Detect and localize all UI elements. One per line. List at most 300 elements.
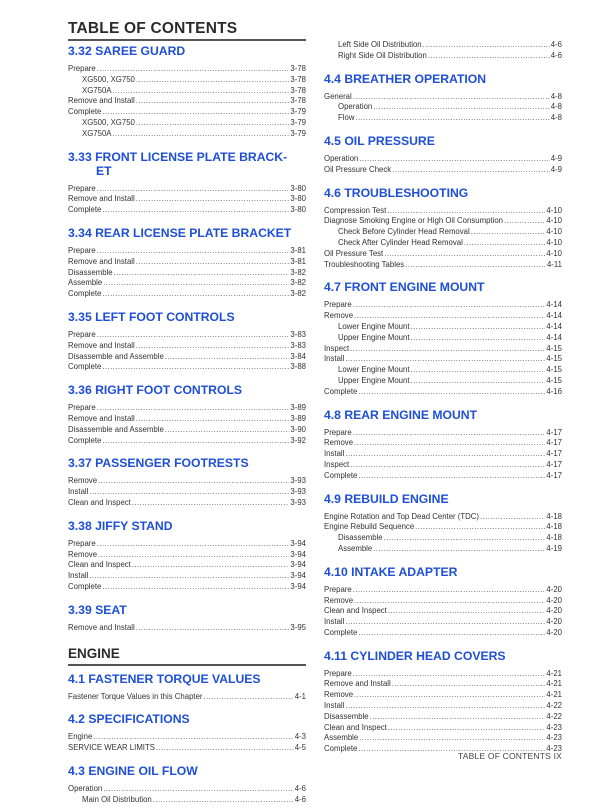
entry-title: Disassemble and Assemble xyxy=(68,351,164,361)
toc-entry[interactable] xyxy=(324,679,562,690)
dot-leader xyxy=(350,344,545,355)
entry-title: Prepare xyxy=(324,427,352,437)
entry-title: Remove xyxy=(324,690,354,700)
toc-entry[interactable] xyxy=(324,460,562,471)
entry-page-number: 3-89 xyxy=(290,413,306,423)
entry-page-number: 4-8 xyxy=(550,113,562,123)
entry-title: Prepare xyxy=(324,300,352,310)
entry-page-number: 3-94 xyxy=(290,549,306,559)
section-heading[interactable]: 3.39 SEAT xyxy=(68,602,127,617)
toc-entry[interactable] xyxy=(68,86,306,97)
dot-leader xyxy=(373,544,545,555)
dot-leader xyxy=(353,669,546,680)
toc-section xyxy=(68,452,306,514)
dot-leader xyxy=(102,289,289,300)
toc-entry[interactable] xyxy=(68,352,306,363)
toc-entry[interactable] xyxy=(324,387,562,398)
entry-page-number: 4-9 xyxy=(550,164,562,174)
toc-entry[interactable] xyxy=(68,732,306,743)
entry-title: Remove and Install xyxy=(68,194,135,204)
toc-entry[interactable] xyxy=(68,75,306,86)
section-heading[interactable]: 4.1 FASTENER TORQUE VALUES xyxy=(68,671,261,686)
dot-leader xyxy=(358,471,545,482)
toc-entry[interactable] xyxy=(324,723,562,734)
toc-entry[interactable] xyxy=(68,436,306,447)
entry-title: Assemble xyxy=(68,278,103,288)
toc-entry[interactable] xyxy=(324,669,562,680)
dot-leader xyxy=(93,732,293,743)
entry-page-number: 4-17 xyxy=(546,449,562,459)
entry-page-number: 4-21 xyxy=(546,690,562,700)
toc-section xyxy=(68,708,306,760)
toc-entry[interactable] xyxy=(324,428,562,439)
toc-entry[interactable] xyxy=(324,690,562,701)
entry-title: Disassemble xyxy=(68,267,113,277)
entry-page-number: 4-17 xyxy=(546,470,562,480)
toc-section xyxy=(324,182,562,277)
toc-section xyxy=(324,40,562,68)
entry-page-number: 4-21 xyxy=(546,668,562,678)
section-heading[interactable]: 3.38 JIFFY STAND xyxy=(68,518,173,533)
toc-entry[interactable] xyxy=(68,118,306,129)
entry-page-number: 4-23 xyxy=(546,722,562,732)
toc-entry[interactable] xyxy=(68,498,306,509)
entry-title: Install xyxy=(324,449,345,459)
toc-entry[interactable] xyxy=(324,701,562,712)
entry-page-number: 3-92 xyxy=(290,435,306,445)
toc-entry[interactable] xyxy=(68,476,306,487)
entry-title: Install xyxy=(324,354,345,364)
section-heading[interactable]: 3.32 SAREE GUARD xyxy=(68,44,186,58)
entry-title: Upper Engine Mount xyxy=(338,332,410,342)
section-heading[interactable]: 4.10 INTAKE ADAPTER xyxy=(324,564,458,579)
toc-entry[interactable] xyxy=(324,438,562,449)
entry-page-number: 3-82 xyxy=(290,278,306,288)
dot-leader xyxy=(97,330,290,341)
entry-title: Check Before Cylinder Head Removal xyxy=(338,227,470,237)
dot-leader xyxy=(464,238,546,249)
dot-leader xyxy=(480,512,545,523)
toc-entry[interactable] xyxy=(68,795,306,806)
dot-leader xyxy=(136,257,290,268)
section-heading[interactable]: 4.11 CYLINDER HEAD COVERS xyxy=(324,648,506,663)
entry-title: Complete xyxy=(68,435,102,445)
toc-entry[interactable] xyxy=(68,571,306,582)
dot-leader xyxy=(359,154,549,165)
toc-entry[interactable] xyxy=(68,289,306,300)
entry-title: Operation xyxy=(338,102,373,112)
toc-section xyxy=(68,40,306,146)
dot-leader xyxy=(353,585,546,596)
dot-leader xyxy=(350,460,545,471)
entry-title: Remove and Install xyxy=(68,622,135,632)
section-heading[interactable]: 4.2 SPECIFICATIONS xyxy=(68,712,190,727)
entry-title: Remove xyxy=(324,311,354,321)
entry-title: Troubleshooting Tables xyxy=(324,259,405,269)
entry-page-number: 4-20 xyxy=(546,606,562,616)
dot-leader xyxy=(89,571,289,582)
toc-entry[interactable] xyxy=(324,216,562,227)
entry-title: Disassemble and Assemble xyxy=(68,424,164,434)
entry-title: Complete xyxy=(324,470,358,480)
dot-leader xyxy=(392,679,546,690)
toc-entry[interactable] xyxy=(324,471,562,482)
entry-page-number: 4-14 xyxy=(546,332,562,342)
entry-title: Diagnose Smoking Engine or High Oil Consumption xyxy=(324,216,503,226)
toc-entry[interactable] xyxy=(324,113,562,124)
dot-leader xyxy=(98,476,289,487)
entry-title: Complete xyxy=(68,362,102,372)
entry-page-number: 3-95 xyxy=(290,622,306,632)
toc-entry[interactable] xyxy=(68,362,306,373)
entry-title: Engine xyxy=(68,732,93,742)
toc-entry[interactable] xyxy=(324,40,562,51)
toc-entry[interactable] xyxy=(68,550,306,561)
entry-title: Prepare xyxy=(68,245,96,255)
entry-page-number: 3-82 xyxy=(290,267,306,277)
toc-entry[interactable] xyxy=(68,257,306,268)
entry-page-number: 4-6 xyxy=(294,794,306,804)
entry-page-number: 4-19 xyxy=(546,543,562,553)
entry-page-number: 3-84 xyxy=(290,351,306,361)
toc-section xyxy=(324,645,562,761)
toc-section xyxy=(68,306,306,379)
dot-leader xyxy=(204,692,294,703)
section-heading[interactable]: 3.34 REAR LICENSE PLATE BRACKET xyxy=(68,225,292,240)
toc-entry[interactable] xyxy=(324,522,562,533)
toc-entry[interactable] xyxy=(324,311,562,322)
section-heading[interactable]: 3.37 PASSENGER FOOTRESTS xyxy=(68,456,249,471)
toc-entry[interactable] xyxy=(324,102,562,113)
toc-entry[interactable] xyxy=(324,92,562,103)
toc-entry[interactable] xyxy=(68,743,306,754)
dot-leader xyxy=(97,64,290,75)
entry-page-number: 3-94 xyxy=(290,581,306,591)
section-heading[interactable]: 4.8 REAR ENGINE MOUNT xyxy=(324,407,478,422)
toc-entry[interactable] xyxy=(324,617,562,628)
dot-leader xyxy=(388,723,546,734)
toc-entry[interactable] xyxy=(68,539,306,550)
toc-entry[interactable] xyxy=(68,194,306,205)
entry-title: XG750A xyxy=(82,128,112,138)
entry-title: Remove and Install xyxy=(68,340,135,350)
entry-title: Assemble xyxy=(338,543,373,553)
toc-entry[interactable] xyxy=(324,354,562,365)
entry-page-number: 3-83 xyxy=(290,329,306,339)
entry-title: Main Oil Distribution xyxy=(82,794,152,804)
toc-entry[interactable] xyxy=(68,582,306,593)
dot-leader xyxy=(345,449,545,460)
dot-leader xyxy=(89,487,289,498)
toc-entry[interactable] xyxy=(324,512,562,523)
entry-page-number: 3-89 xyxy=(290,403,306,413)
toc-entry[interactable] xyxy=(324,249,562,260)
entry-page-number: 4-10 xyxy=(546,237,562,247)
toc-entry[interactable] xyxy=(68,246,306,257)
toc-entry[interactable] xyxy=(68,403,306,414)
entry-title: Clean and Inspect xyxy=(68,497,131,507)
toc-entry[interactable] xyxy=(68,96,306,107)
entry-title: SERVICE WEAR LIMITS xyxy=(68,743,155,753)
toc-entry[interactable] xyxy=(324,322,562,333)
entry-page-number: 3-94 xyxy=(290,571,306,581)
toc-entry[interactable] xyxy=(68,129,306,140)
section-heading[interactable]: 3.35 LEFT FOOT CONTROLS xyxy=(68,309,235,324)
toc-entry[interactable] xyxy=(68,425,306,436)
entry-title: Engine Rebuild Sequence xyxy=(324,522,415,532)
toc-section xyxy=(324,488,562,561)
entry-page-number: 4-18 xyxy=(546,522,562,532)
entry-page-number: 4-15 xyxy=(546,365,562,375)
entry-title: Install xyxy=(324,701,345,711)
entry-page-number: 4-3 xyxy=(294,732,306,742)
toc-section xyxy=(324,404,562,488)
toc-entry[interactable] xyxy=(68,487,306,498)
entry-page-number: 3-78 xyxy=(290,85,306,95)
dot-leader xyxy=(103,278,289,289)
dot-leader xyxy=(358,387,545,398)
dot-leader xyxy=(97,184,290,195)
dot-leader xyxy=(387,206,545,217)
entry-title: Prepare xyxy=(68,538,96,548)
dot-leader xyxy=(359,733,545,744)
entry-title: Lower Engine Mount xyxy=(338,365,410,375)
dot-leader xyxy=(354,311,545,322)
entry-title: Check After Cylinder Head Removal xyxy=(338,237,463,247)
entry-page-number: 3-81 xyxy=(290,245,306,255)
toc-entry[interactable] xyxy=(68,692,306,703)
dot-leader xyxy=(97,403,290,414)
toc-entry[interactable] xyxy=(68,784,306,795)
entry-page-number: 3-94 xyxy=(290,538,306,548)
dot-leader xyxy=(103,784,293,795)
toc-entry[interactable] xyxy=(324,733,562,744)
entry-title: Complete xyxy=(68,581,102,591)
entry-title: Clean and Inspect xyxy=(68,560,131,570)
entry-title: Remove xyxy=(324,595,354,605)
dot-leader xyxy=(112,129,289,140)
toc-entry[interactable] xyxy=(68,64,306,75)
toc-entry[interactable] xyxy=(324,585,562,596)
entry-title: Engine Rotation and Top Dead Center (TDC) xyxy=(324,511,480,521)
section-heading[interactable]: 4.3 ENGINE OIL FLOW xyxy=(68,763,198,778)
entry-page-number: 3-93 xyxy=(290,497,306,507)
toc-entry[interactable] xyxy=(324,449,562,460)
toc-entry[interactable] xyxy=(324,606,562,617)
entry-title: Remove xyxy=(324,438,354,448)
entry-title: Assemble xyxy=(324,733,359,743)
toc-section xyxy=(68,379,306,452)
entry-title: Complete xyxy=(324,386,358,396)
entry-page-number: 4-23 xyxy=(546,733,562,743)
dot-leader xyxy=(102,582,289,593)
entry-page-number: 3-83 xyxy=(290,340,306,350)
entry-title: Right Side Oil Distribution xyxy=(338,50,427,60)
dot-leader xyxy=(370,712,546,723)
entry-title: Flow xyxy=(338,113,355,123)
entry-title: Remove xyxy=(68,476,98,486)
toc-section xyxy=(68,599,306,640)
entry-title: Oil Pressure Test xyxy=(324,248,384,258)
entry-page-number: 3-78 xyxy=(290,96,306,106)
dot-leader xyxy=(388,606,546,617)
entry-page-number: 3-79 xyxy=(290,107,306,117)
entry-page-number: 4-16 xyxy=(546,386,562,396)
entry-title: XG500, XG750 xyxy=(82,74,135,84)
chapter-block xyxy=(68,640,306,666)
entry-title: Clean and Inspect xyxy=(324,722,387,732)
toc-entry[interactable] xyxy=(68,184,306,195)
entry-title: XG750A xyxy=(82,85,112,95)
dot-leader xyxy=(355,113,549,124)
entry-title: General xyxy=(324,91,352,101)
toc-entry[interactable] xyxy=(68,414,306,425)
toc-entry[interactable] xyxy=(324,154,562,165)
toc-left-column xyxy=(68,40,306,811)
toc-entry[interactable] xyxy=(68,107,306,118)
entry-page-number: 3-80 xyxy=(290,183,306,193)
toc-entry[interactable] xyxy=(324,344,562,355)
entry-title: Install xyxy=(68,487,89,497)
entry-title: Prepare xyxy=(68,64,96,73)
entry-page-number: 4-17 xyxy=(546,438,562,448)
dot-leader xyxy=(415,522,545,533)
toc-section xyxy=(324,130,562,182)
entry-page-number: 4-18 xyxy=(546,511,562,521)
toc-entry[interactable] xyxy=(68,341,306,352)
dot-leader xyxy=(411,365,546,376)
toc-entry[interactable] xyxy=(324,544,562,555)
dot-leader xyxy=(165,425,290,436)
dot-leader xyxy=(136,414,290,425)
entry-page-number: 3-94 xyxy=(290,560,306,570)
toc-section xyxy=(324,276,562,403)
dot-leader xyxy=(411,376,546,387)
toc-entry[interactable] xyxy=(68,560,306,571)
dot-leader xyxy=(102,362,289,373)
dot-leader xyxy=(97,539,290,550)
toc-section xyxy=(68,668,306,709)
entry-title: Left Side Oil Distribution xyxy=(338,40,422,49)
toc-entry[interactable] xyxy=(68,330,306,341)
entry-page-number: 3-81 xyxy=(290,256,306,266)
entry-page-number: 4-20 xyxy=(546,595,562,605)
dot-leader xyxy=(98,550,289,561)
entry-page-number: 3-90 xyxy=(290,424,306,434)
entry-page-number: 4-6 xyxy=(550,40,562,49)
entry-title: Prepare xyxy=(68,403,96,413)
dot-leader xyxy=(132,498,290,509)
dot-leader xyxy=(136,623,290,634)
entry-page-number: 4-8 xyxy=(550,91,562,101)
entry-page-number: 4-5 xyxy=(294,743,306,753)
toc-entry[interactable] xyxy=(324,206,562,217)
entry-page-number: 3-80 xyxy=(290,205,306,215)
toc-entry[interactable] xyxy=(324,165,562,176)
entry-title: Remove and Install xyxy=(68,96,135,106)
dot-leader xyxy=(112,86,289,97)
dot-leader xyxy=(471,227,546,238)
toc-entry[interactable] xyxy=(324,300,562,311)
dot-leader xyxy=(136,118,290,129)
toc-section xyxy=(68,222,306,306)
entry-page-number: 4-14 xyxy=(546,311,562,321)
section-heading[interactable]: 3.36 RIGHT FOOT CONTROLS xyxy=(68,383,243,398)
toc-entry[interactable] xyxy=(324,376,562,387)
dot-leader xyxy=(153,795,294,806)
section-heading[interactable]: 3.33 FRONT LICENSE PLATE BRACK- ET xyxy=(68,149,288,178)
dot-leader xyxy=(345,617,545,628)
dot-leader xyxy=(428,51,550,62)
section-heading[interactable]: 4.7 FRONT ENGINE MOUNT xyxy=(324,280,485,295)
dot-leader xyxy=(423,40,550,51)
entry-title: Oil Pressure Check xyxy=(324,164,392,174)
entry-page-number: 4-10 xyxy=(546,248,562,258)
toc-entry[interactable] xyxy=(324,238,562,249)
toc-entry[interactable] xyxy=(324,51,562,62)
entry-page-number: 3-93 xyxy=(290,476,306,486)
toc-entry[interactable] xyxy=(324,365,562,376)
page-footer: TABLE OF CONTENTS IX xyxy=(458,751,562,761)
section-heading[interactable]: 4.9 REBUILD ENGINE xyxy=(324,491,449,506)
dot-leader xyxy=(504,216,545,227)
entry-page-number: 4-21 xyxy=(546,679,562,689)
toc-entry[interactable] xyxy=(68,268,306,279)
toc-entry[interactable] xyxy=(324,628,562,639)
toc-entry[interactable] xyxy=(68,205,306,216)
dot-leader xyxy=(392,165,550,176)
entry-title: Operation xyxy=(68,783,103,793)
entry-title: Compression Test xyxy=(324,205,387,215)
entry-title: Operation xyxy=(324,153,359,163)
toc-entry[interactable] xyxy=(68,623,306,634)
toc-entry[interactable] xyxy=(324,533,562,544)
entry-title: Complete xyxy=(324,627,358,637)
entry-page-number: 3-79 xyxy=(290,128,306,138)
dot-leader xyxy=(354,438,545,449)
section-heading[interactable]: 4.4 BREATHER OPERATION xyxy=(324,71,487,86)
section-heading[interactable]: 4.6 TROUBLESHOOTING xyxy=(324,185,469,200)
toc-entry[interactable] xyxy=(324,333,562,344)
entry-page-number: 3-93 xyxy=(290,487,306,497)
entry-title: Prepare xyxy=(324,668,352,678)
dot-leader xyxy=(156,743,294,754)
entry-page-number: 4-1 xyxy=(294,691,306,701)
toc-entry[interactable] xyxy=(324,227,562,238)
dot-leader xyxy=(373,102,549,113)
toc-entry[interactable] xyxy=(68,278,306,289)
toc-entry[interactable] xyxy=(324,712,562,723)
entry-page-number: 4-17 xyxy=(546,427,562,437)
entry-title: Install xyxy=(68,571,89,581)
entry-page-number: 4-15 xyxy=(546,354,562,364)
entry-page-number: 4-10 xyxy=(546,216,562,226)
entry-page-number: 4-17 xyxy=(546,459,562,469)
entry-title: Upper Engine Mount xyxy=(338,375,410,385)
section-heading[interactable]: 4.5 OIL PRESSURE xyxy=(324,133,435,148)
entry-page-number: 4-11 xyxy=(546,259,562,269)
dot-leader xyxy=(97,246,290,257)
toc-entry[interactable] xyxy=(324,260,562,271)
toc-right-column xyxy=(324,40,562,761)
entry-page-number: 4-6 xyxy=(550,50,562,60)
entry-page-number: 3-80 xyxy=(290,194,306,204)
toc-entry[interactable] xyxy=(324,596,562,607)
dot-leader xyxy=(354,690,545,701)
entry-page-number: 4-15 xyxy=(546,375,562,385)
entry-title: Complete xyxy=(324,744,358,754)
entry-page-number: 4-14 xyxy=(546,300,562,310)
